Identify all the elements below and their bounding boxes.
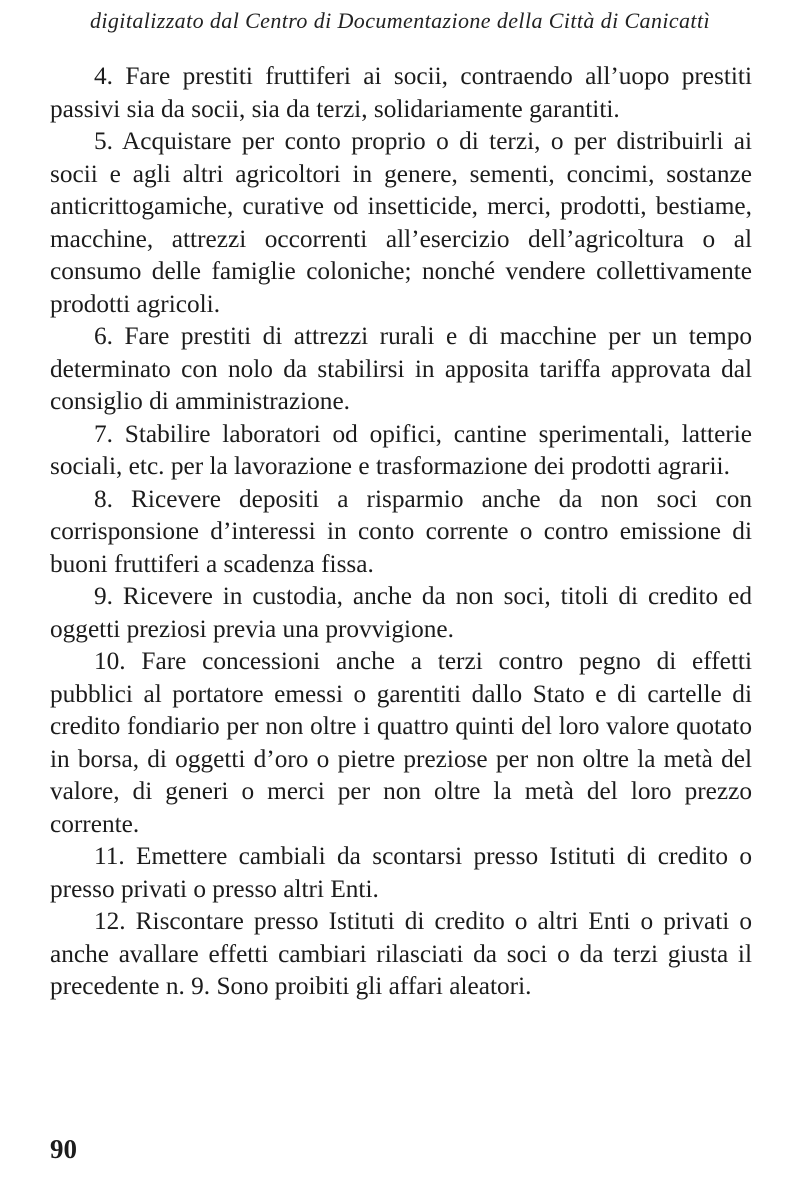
article-item-5: 5. Acquistare per conto proprio o di terzi, o per distribuirli ai socii e agli altri agricoltori in genere, sementi, concimi, sostanze anticrittogamiche, curative od insetticide, merci, prodotti, bestiame, macchine, attrezzi occorrenti all’esercizio dell’agricoltura o al consumo delle famiglie coloniche; nonché vendere collettivamente prodotti agricoli. bbox=[50, 127, 752, 318]
article-item-9: 9. Ricevere in custodia, anche da non soci, titoli di credito ed oggetti preziosi previa una provvigione. bbox=[50, 582, 752, 643]
article-item-8: 8. Ricevere depositi a risparmio anche da non soci con corrisponsione d’interessi in conto corrente o contro emissione di buoni fruttiferi a scadenza fissa. bbox=[50, 484, 752, 578]
article-item-10: 10. Fare concessioni anche a terzi contro pegno di effetti pubblici al portatore emessi o garentiti dallo Stato e di cartelle di credito fondiario per non oltre i quattro quinti del loro valore quotato in borsa, di oggetti d’oro o pietre preziose per non oltre la metà del valore, di generi o merci per non oltre la metà del loro prezzo corrente. bbox=[50, 647, 752, 838]
page-body bbox=[50, 60, 752, 1003]
article-item-4: 4. Fare prestiti fruttiferi ai socii, contraendo all’uopo prestiti passivi sia da socii, sia da terzi, solidariamente garantiti. bbox=[50, 62, 752, 123]
article-item-6: 6. Fare prestiti di attrezzi rurali e di macchine per un tempo determinato con nolo da stabilirsi in apposita tariffa approvata dal consiglio di amministrazione. bbox=[50, 322, 752, 415]
article-item-12: 12. Riscontare presso Istituti di credito o altri Enti o privati o anche avallare effetti cambiari rilasciati da soci o da terzi giusta il precedente n. 9. Sono proibiti gli affari aleatori. bbox=[50, 907, 752, 1000]
article-item-7: 7. Stabilire laboratori od opifici, cantine sperimentali, latterie sociali, etc. per la lavorazione e trasformazione dei prodotti agrarii. bbox=[50, 419, 752, 480]
page-number: 90 bbox=[50, 1134, 77, 1164]
digitization-watermark: digitalizzato dal Centro di Documentazione della Città di Canicattì bbox=[90, 8, 710, 33]
article-item-11: 11. Emettere cambiali da scontarsi presso Istituti di credito o presso privati o presso altri Enti. bbox=[50, 842, 752, 903]
